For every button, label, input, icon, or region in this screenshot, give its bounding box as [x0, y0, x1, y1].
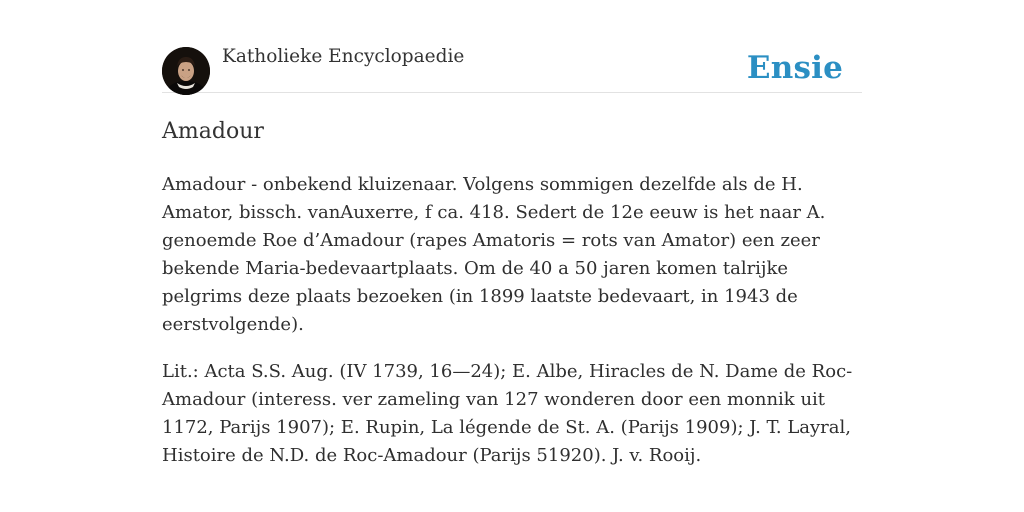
- portrait-avatar-icon[interactable]: [162, 47, 210, 95]
- page-title: Amadour: [162, 119, 264, 144]
- brand-logo[interactable]: Ensie: [746, 50, 843, 86]
- article-card: [162, 40, 862, 470]
- site-name[interactable]: Katholieke Encyclopaedie: [222, 46, 465, 67]
- article-paragraph: Amadour - onbekend kluizenaar. Volgens sommigen dezelfde als de H. Amator, bissch. vanAuxerre, f ca. 418. Sedert de 12e eeuw is het naar A. genoemde Roe d’Amadour (rapes Amatoris = rots van Amator) een zeer bekende Maria-bedevaartplaats. Om de 40 a 50 jaren komen talrijke pelgrims deze plaats bezoeken (in 1899 laatste bedevaart, in 1943 de eerstvolgende).: [162, 174, 826, 335]
- site-header: [162, 40, 862, 93]
- references-paragraph: Lit.: Acta S.S. Aug. (IV 1739, 16—24); E. Albe, Hiracles de N. Dame de Roc-Amadour (interess. ver zameling van 127 wonderen door een monnik uit 1172, Parijs 1907); E. Rupin, La légende de St. A. (Parijs 1909); J. T. Layral, Histoire de N.D. de Roc-Amadour (Parijs 51920). J. v. Rooij.: [162, 361, 853, 466]
